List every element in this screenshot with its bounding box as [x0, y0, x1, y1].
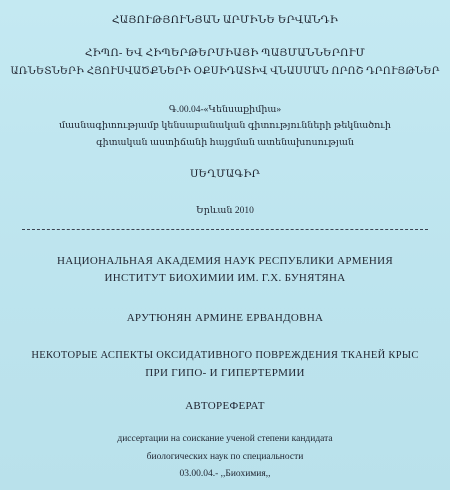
russian-title-line-1: НЕКОТОРЫЕ АСПЕКТЫ ОКСИДАТИВНОГО ПОВРЕЖДЕНИЯ ТКАНЕЙ КРЫС: [31, 350, 419, 361]
russian-degree-line-1: диссертации на соискание ученой степени кандидата: [117, 434, 333, 444]
russian-academy: НАЦИОНАЛЬНАЯ АКАДЕМИЯ НАУК РЕСПУБЛИКИ АРМЕНИЯ: [56, 255, 394, 267]
armenian-title-line-2: ԱՌՆԵՏՆԵՐԻ ՀՅՈՒՍՎԱԾՔՆԵՐԻ ՕՔՍԻԴԱՏԻՎ ՎՆԱՍՄԱՆ ՈՐՈՇ ԴՐՈՒՅԹՆԵՐ: [10, 66, 440, 77]
armenian-degree-line-1: մասնագիտությամբ կենսաբանական գիտությունների թեկնածուի: [59, 121, 391, 131]
section-divider: [22, 229, 428, 230]
russian-document-type: АВТОРЕФЕРАТ: [185, 400, 265, 412]
armenian-title-line-1: ՀԻՊՈ- ԵՎ ՀԻՊԵՐԹԵՐՄԻԱՅԻ ՊԱՅՄԱՆՆԵՐՈՒՄ: [84, 48, 366, 59]
russian-specialty: 03.00.04.- ,,Биохимия,,: [179, 469, 271, 479]
russian-degree-line-2: биологических наук по специальности: [146, 452, 304, 462]
armenian-author-name: ՀԱՅՈՒԹՅՈՒՆՅԱՆ ԱՐՄԻՆԵ ԵՐՎԱՆԴԻ: [111, 15, 339, 26]
armenian-city-year: Երևան 2010: [196, 206, 254, 216]
russian-title-line-2: ПРИ ГИПО- И ГИПЕРТЕРМИИ: [145, 367, 305, 379]
russian-author-name: АРУТЮНЯН АРМИНЕ ЕРВАНДОВНА: [126, 312, 324, 324]
armenian-specialty-code: Գ.00.04-«Կենսաքիմիա»: [168, 105, 282, 115]
armenian-degree-line-2: գիտական աստիճանի հայցման ատենախոսության: [96, 138, 354, 148]
armenian-document-type: ՍԵՂՄԱԳԻՐ: [189, 169, 261, 180]
russian-institute: ИНСТИТУТ БИОХИМИИ ИМ. Г.Х. БУНЯТЯНА: [104, 272, 346, 284]
